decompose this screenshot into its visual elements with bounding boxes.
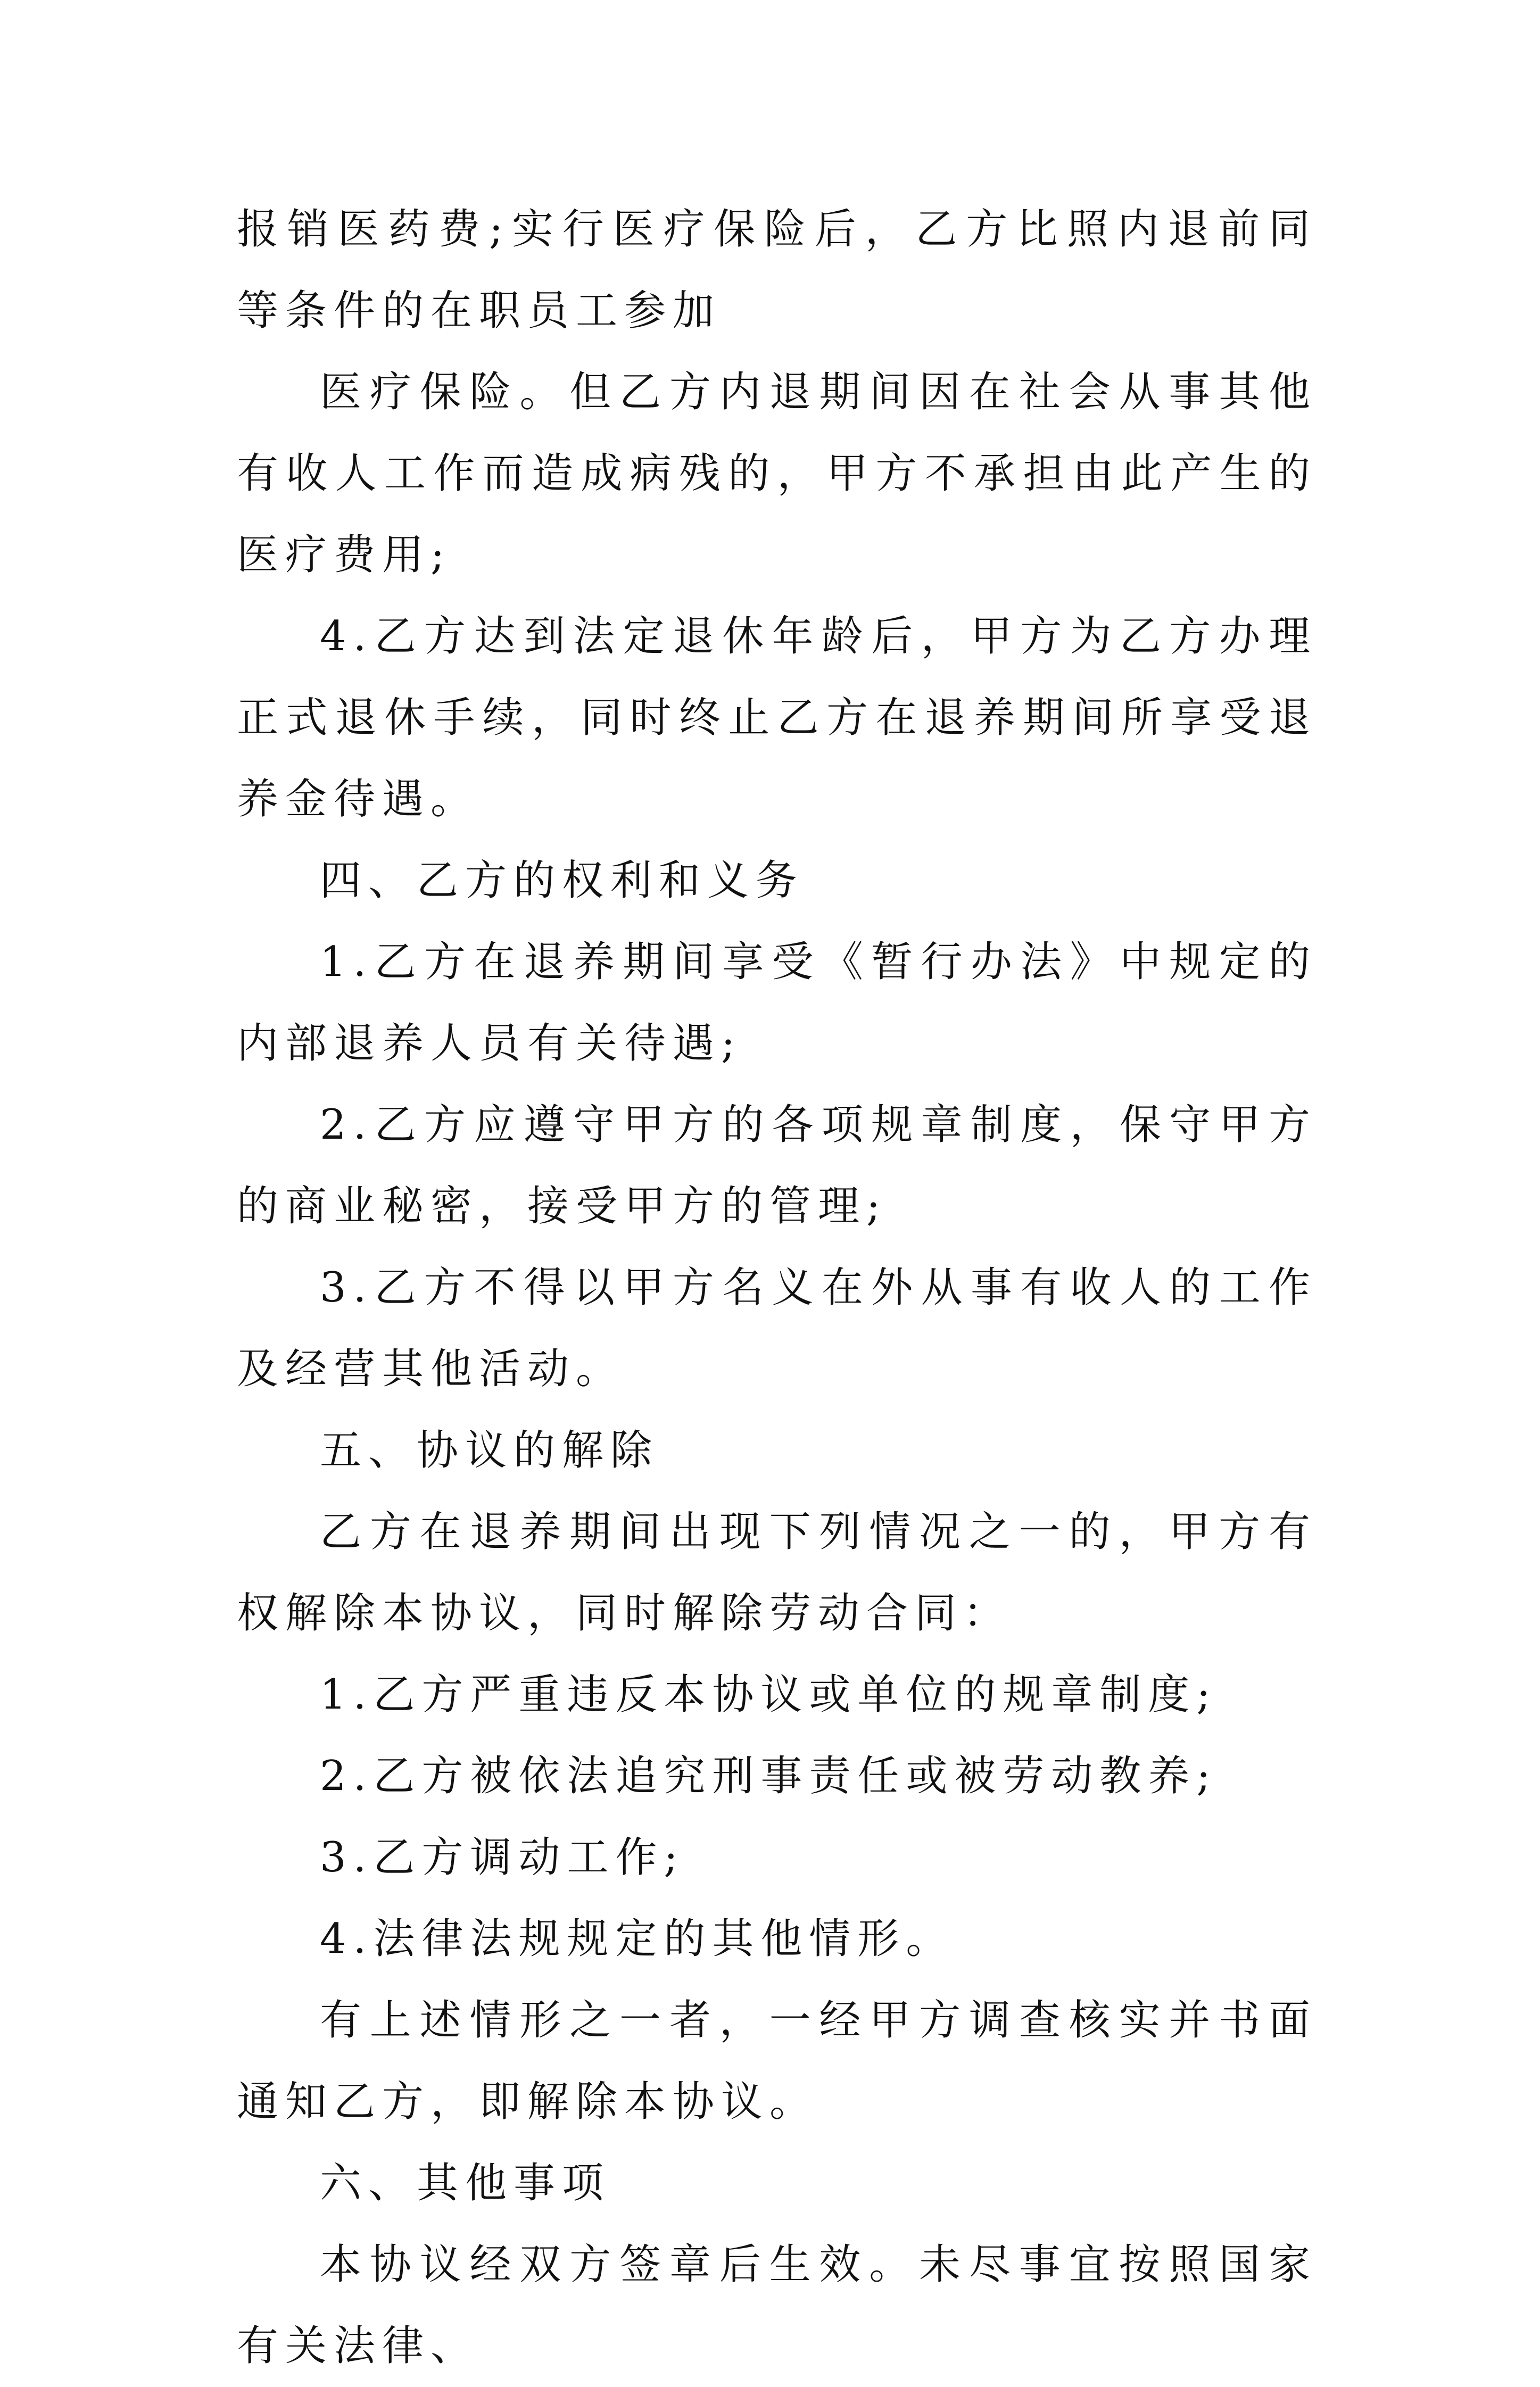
paragraph-medical-expenses: 报销医药费;实行医疗保险后，乙方比照内退前同等条件的在职员工参加 [237,205,1317,335]
paragraph-termination-2: 2.乙方被依法追究刑事责任或被劳动教养; [320,1752,1218,1800]
paragraph-termination-3: 3.乙方调动工作; [320,1834,685,1882]
paragraph-termination-1: 1.乙方严重违反本协议或单位的规章制度; [320,1671,1218,1719]
paragraph-right-2: 2.乙方应遵守甲方的各项规章制度，保守甲方的商业秘密，接受甲方的管理; [237,1101,1317,1230]
section-heading-termination: 五、协议的解除 [320,1427,659,1474]
paragraph-termination-intro: 乙方在退养期间出现下列情况之一的，甲方有权解除本协议，同时解除劳动合同： [237,1508,1317,1637]
paragraph-right-1: 1.乙方在退养期间享受《暂行办法》中规定的内部退养人员有关待遇; [237,938,1317,1067]
paragraph-termination-notice: 有上述情形之一者，一经甲方调查核实并书面通知乙方，即解除本协议。 [237,1996,1317,2126]
document-body [237,189,1317,2387]
paragraph-effectiveness: 本协议经双方签章后生效。未尽事宜按照国家有关法律、 [237,2241,1317,2370]
paragraph-medical-insurance: 医疗保险。但乙方内退期间因在社会从事其他有收人工作而造成病残的，甲方不承担由此产生的医疗费用; [237,368,1317,579]
section-heading-rights-obligations: 四、乙方的权利和义务 [320,857,805,905]
paragraph-retirement-procedure: 4.乙方达到法定退休年龄后，甲方为乙方办理正式退休手续，同时终止乙方在退养期间所享受退养金待遇。 [237,612,1317,823]
paragraph-termination-4: 4.法律法规规定的其他情形。 [320,1915,955,1963]
paragraph-right-3: 3.乙方不得以甲方名义在外从事有收人的工作及经营其他活动。 [237,1264,1317,1393]
section-heading-other-matters: 六、其他事项 [320,2159,611,2207]
